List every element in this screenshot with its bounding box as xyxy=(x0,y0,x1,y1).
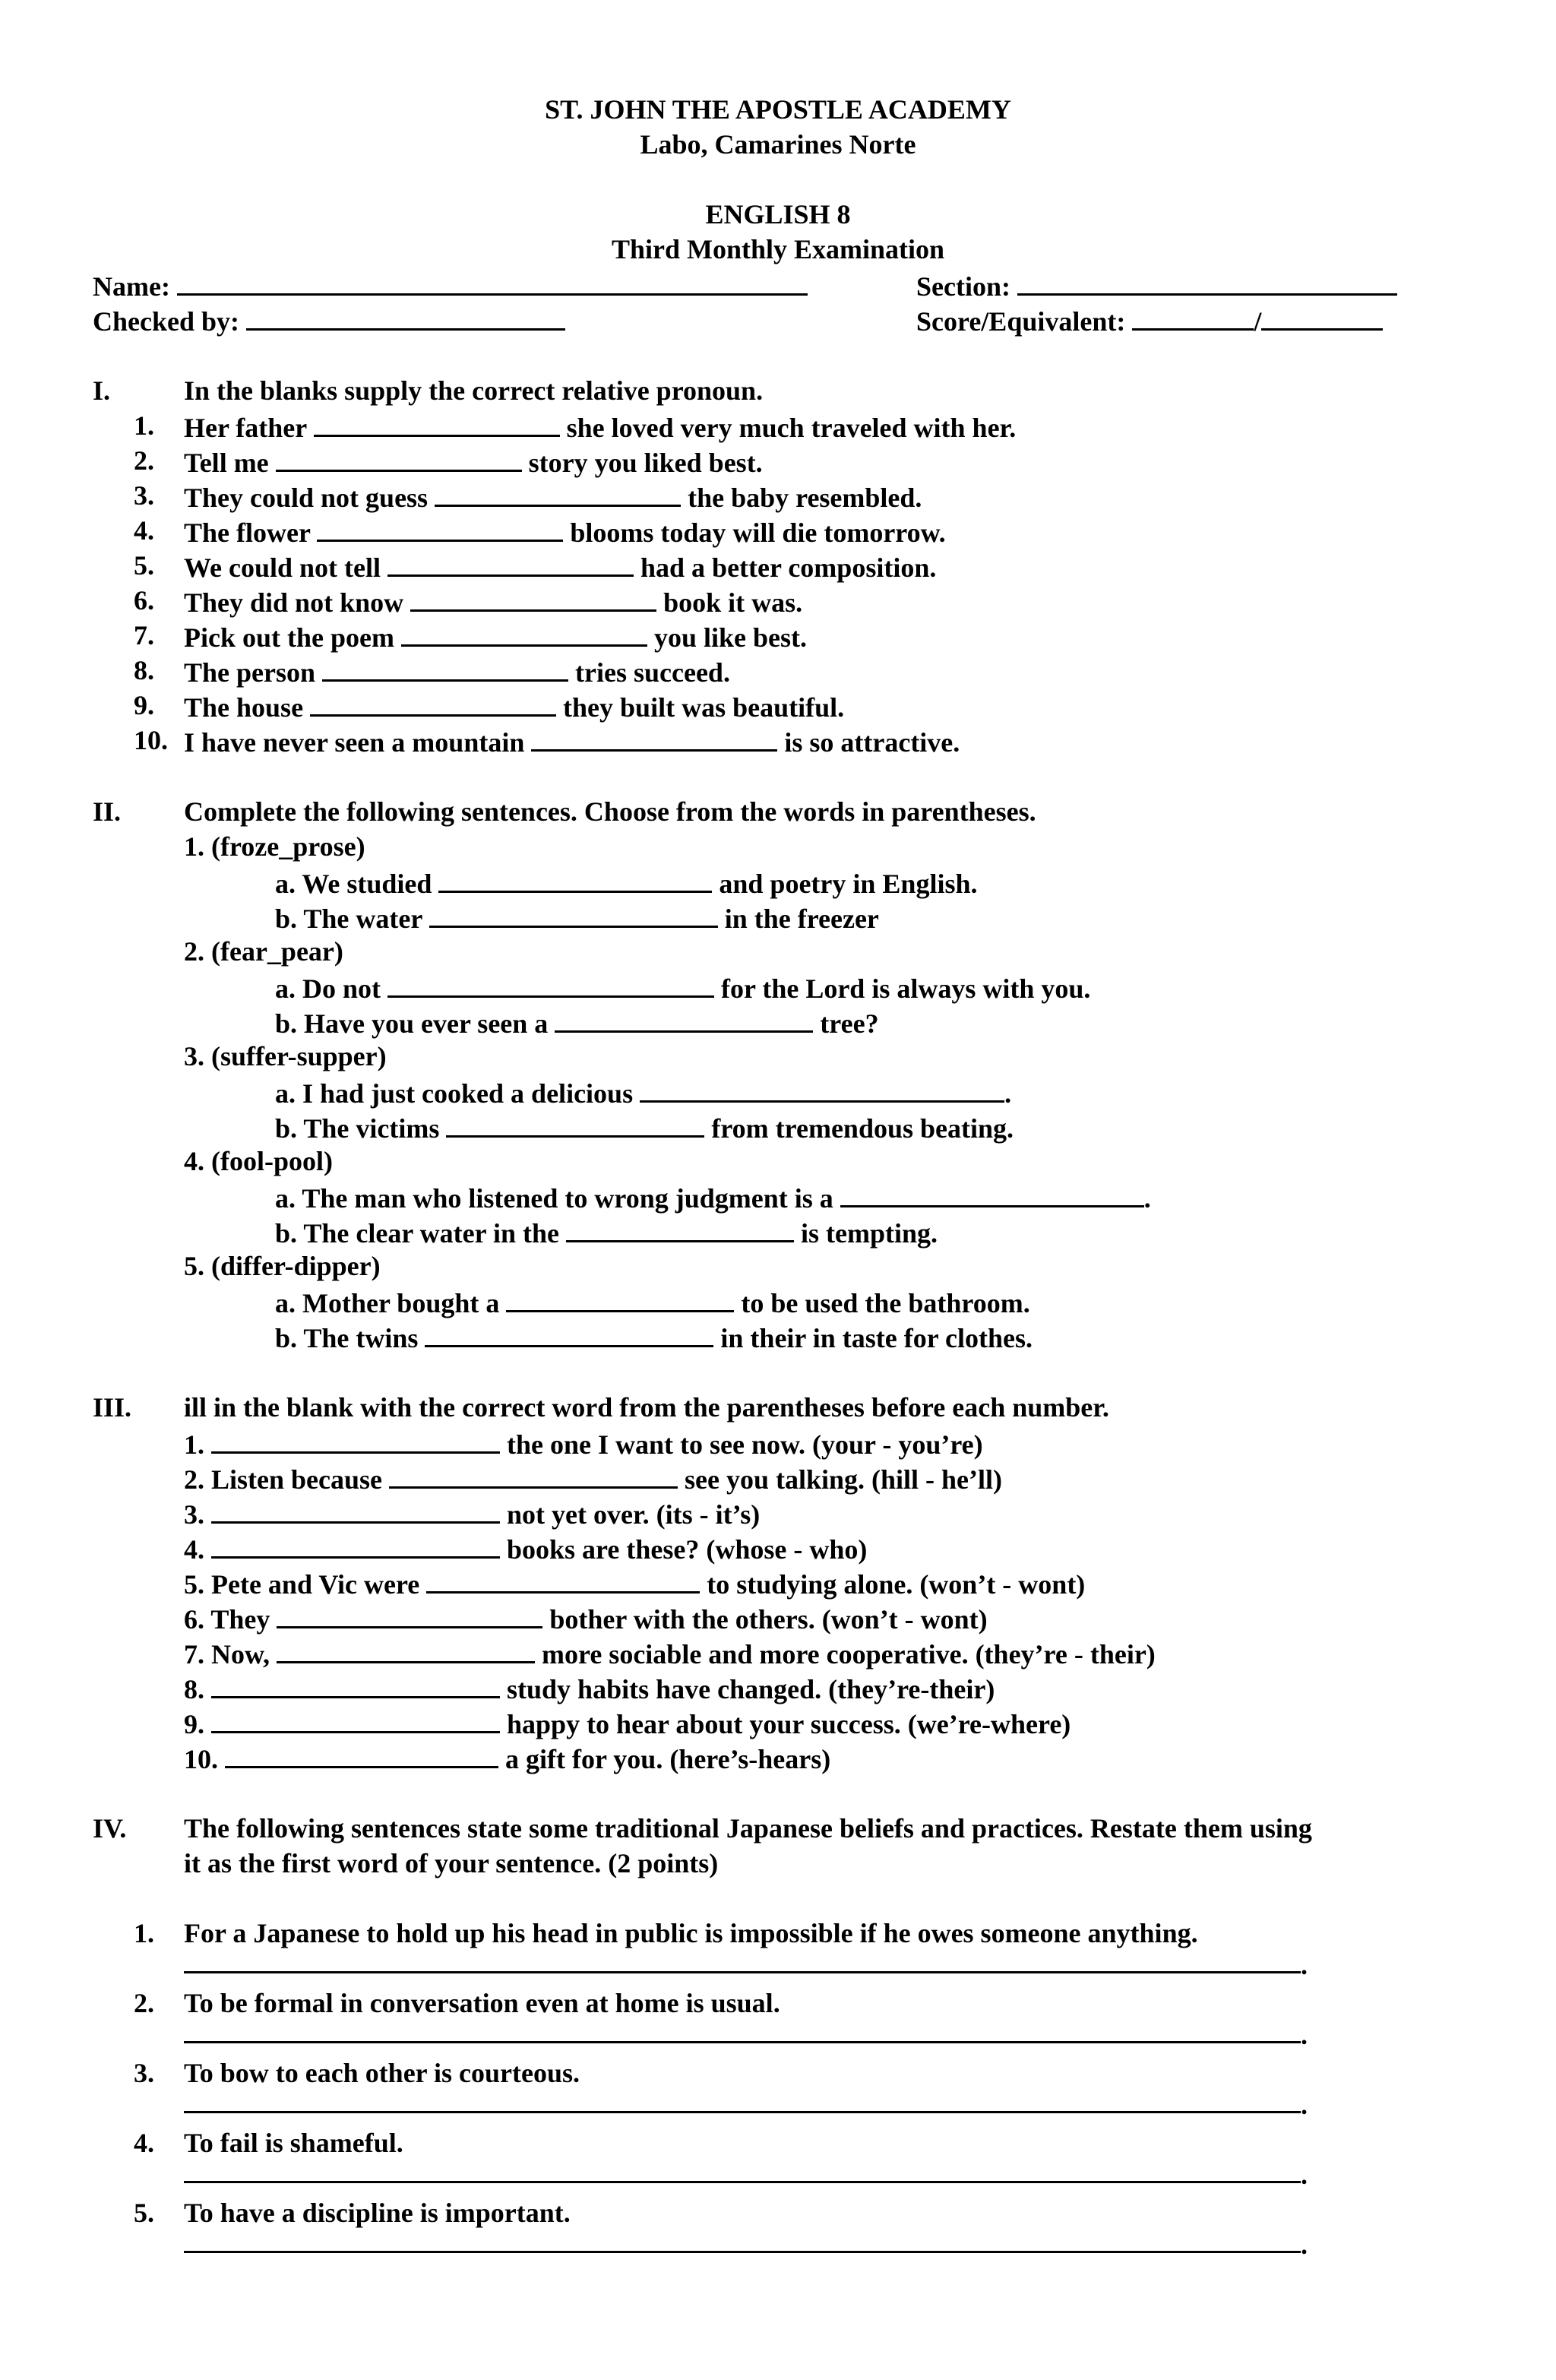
item-text-after: story you liked best. xyxy=(528,448,763,478)
part3-item xyxy=(184,1708,1071,1738)
answer-blank[interactable] xyxy=(387,552,634,577)
item-text-after: happy to hear about your success. (we’re-where) xyxy=(507,1709,1071,1739)
item-text-before: b. Have you ever seen a xyxy=(275,1008,549,1039)
part4-number: 1. xyxy=(134,1918,154,1948)
answer-line[interactable] xyxy=(184,2111,1301,2113)
part3-item xyxy=(184,1743,830,1773)
part1-item xyxy=(184,657,730,686)
part2-group-heading: 1. (froze_prose) xyxy=(184,831,365,862)
section-blank[interactable] xyxy=(1017,271,1397,296)
score-separator: / xyxy=(1254,306,1262,337)
answer-blank[interactable] xyxy=(531,726,777,752)
answer-blank[interactable] xyxy=(389,1464,678,1489)
part4-instruction: The following sentences state some traditional Japanese beliefs and practices. Restate them using xyxy=(184,1813,1312,1844)
answer-blank[interactable] xyxy=(555,1008,813,1033)
answer-line-end: . xyxy=(1301,2160,1308,2190)
item-text-before: They could not guess xyxy=(184,483,429,513)
answer-line[interactable] xyxy=(184,2181,1301,2183)
answer-blank[interactable] xyxy=(425,1322,713,1347)
part3-item xyxy=(184,1429,983,1458)
part2-group-heading: 3. (suffer-supper) xyxy=(184,1041,387,1071)
answer-blank[interactable] xyxy=(276,447,522,472)
part3-item xyxy=(184,1673,995,1703)
item-text-after: tree? xyxy=(820,1008,879,1039)
item-text-before: b. The twins xyxy=(275,1323,419,1353)
part4-item-text: For a Japanese to hold up his head in public is impossible if he owes someone anything. xyxy=(184,1918,1198,1948)
part1-item xyxy=(184,622,807,651)
school-name: ST. JOHN THE APOSTLE ACADEMY xyxy=(545,94,1011,125)
answer-blank[interactable] xyxy=(506,1287,734,1312)
part1-number: 8. xyxy=(134,655,154,685)
part1-number: 10. xyxy=(134,725,168,755)
item-text-before: 1. xyxy=(184,1429,204,1460)
item-text-after: from tremendous beating. xyxy=(711,1113,1014,1144)
part1-number: 7. xyxy=(134,620,154,650)
part1-item xyxy=(184,517,946,546)
item-text-before: Pick out the poem xyxy=(184,622,394,653)
part2-item xyxy=(275,1078,1011,1107)
part3-item xyxy=(184,1533,867,1563)
part1-number: 4. xyxy=(134,515,154,546)
answer-blank[interactable] xyxy=(317,517,563,542)
answer-blank[interactable] xyxy=(435,482,681,507)
item-text-before: 2. Listen because xyxy=(184,1464,382,1495)
part4-number: 5. xyxy=(134,2198,154,2228)
name-blank[interactable] xyxy=(177,271,808,296)
item-text-after: had a better composition. xyxy=(640,552,937,583)
answer-blank[interactable] xyxy=(387,973,714,998)
item-text-before: We could not tell xyxy=(184,552,381,583)
part2-item xyxy=(275,1322,1033,1352)
part1-item xyxy=(184,587,802,616)
item-text-after: more sociable and more cooperative. (they’re - their) xyxy=(542,1639,1156,1669)
item-text-after: is so attractive. xyxy=(784,727,960,758)
answer-blank[interactable] xyxy=(401,622,647,647)
item-text-after: in their in taste for clothes. xyxy=(720,1323,1033,1353)
item-text-before: a. Mother bought a xyxy=(275,1288,500,1318)
answer-line-end: . xyxy=(1301,2090,1308,2120)
item-text-after: tries succeed. xyxy=(575,657,730,688)
item-text-after: in the freezer xyxy=(724,904,879,934)
item-text-before: b. The clear water in the xyxy=(275,1218,559,1249)
item-text-after: to be used the bathroom. xyxy=(741,1288,1030,1318)
item-text-before: 5. Pete and Vic were xyxy=(184,1569,420,1600)
part1-number: 6. xyxy=(134,585,154,616)
item-text-after: book it was. xyxy=(663,587,803,618)
score-label: Score/Equivalent: xyxy=(916,306,1126,337)
part2-item xyxy=(275,1112,1014,1142)
checked-by-blank[interactable] xyxy=(246,305,565,331)
part2-group-heading: 4. (fool-pool) xyxy=(184,1146,333,1176)
answer-blank[interactable] xyxy=(277,1603,542,1628)
item-text-before: I have never seen a mountain xyxy=(184,727,525,758)
part2-item xyxy=(275,973,1090,1002)
part4-item-text: To be formal in conversation even at home is usual. xyxy=(184,1988,780,2018)
part2-item xyxy=(275,1287,1030,1317)
part3-numeral: III. xyxy=(93,1392,132,1423)
answer-line-end: . xyxy=(1301,1950,1308,1980)
answer-line[interactable] xyxy=(184,2041,1301,2043)
item-text-before: a. The man who listened to wrong judgment is a xyxy=(275,1183,833,1214)
answer-blank[interactable] xyxy=(225,1743,498,1768)
checked-by-field xyxy=(93,305,565,335)
item-text-before: Tell me xyxy=(184,448,269,478)
part1-number: 1. xyxy=(134,410,154,441)
part3-item xyxy=(184,1568,1085,1598)
part2-item xyxy=(275,1217,938,1247)
item-text-before: b. The water xyxy=(275,904,422,934)
item-text-after: the baby resembled. xyxy=(688,483,922,513)
answer-blank[interactable] xyxy=(322,657,568,682)
part4-instruction-cont: it as the first word of your sentence. (2 points) xyxy=(184,1848,719,1878)
item-text-after: she loved very much traveled with her. xyxy=(566,413,1017,443)
answer-blank[interactable] xyxy=(438,868,712,893)
subject-title: ENGLISH 8 xyxy=(705,199,851,229)
item-text-before: The person xyxy=(184,657,316,688)
part1-number: 3. xyxy=(134,480,154,511)
answer-blank[interactable] xyxy=(310,692,556,717)
item-text-after: you like best. xyxy=(653,622,808,653)
answer-blank[interactable] xyxy=(446,1112,704,1138)
item-text-after: . xyxy=(1143,1183,1151,1214)
answer-blank[interactable] xyxy=(426,1568,700,1594)
part2-group-heading: 2. (fear_pear) xyxy=(184,936,343,967)
answer-blank[interactable] xyxy=(211,1533,500,1559)
item-text-after: is tempting. xyxy=(800,1218,938,1249)
answer-blank[interactable] xyxy=(410,587,656,612)
part2-instruction: Complete the following sentences. Choose from the words in parentheses. xyxy=(184,796,1036,827)
item-text-before: 3. xyxy=(184,1499,204,1530)
part1-item xyxy=(184,482,922,511)
item-text-after: a gift for you. (here’s-hears) xyxy=(505,1744,831,1774)
part3-item xyxy=(184,1464,1002,1493)
name-field xyxy=(93,271,808,300)
item-text-before: 4. xyxy=(184,1534,204,1565)
item-text-after: for the Lord is always with you. xyxy=(721,973,1091,1004)
part1-number: 9. xyxy=(134,690,154,720)
checked-by-label: Checked by: xyxy=(93,306,240,337)
item-text-before: Her father xyxy=(184,413,307,443)
item-text-after: not yet over. (its - it’s) xyxy=(507,1499,761,1530)
name-label: Name: xyxy=(93,271,170,302)
answer-blank[interactable] xyxy=(211,1708,500,1733)
part2-item xyxy=(275,868,978,897)
score-blank[interactable] xyxy=(1132,305,1254,331)
item-text-after: to studying alone. (won’t - wont) xyxy=(707,1569,1086,1600)
part1-item xyxy=(184,412,1016,442)
item-text-before: 10. xyxy=(184,1744,218,1774)
part1-number: 5. xyxy=(134,550,154,581)
part1-item xyxy=(184,692,844,721)
part1-item xyxy=(184,726,960,756)
part3-item xyxy=(184,1499,760,1528)
answer-blank[interactable] xyxy=(277,1638,535,1663)
part4-number: 2. xyxy=(134,1988,154,2018)
item-text-before: The flower xyxy=(184,517,311,548)
section-field xyxy=(916,271,1397,300)
part4-item-text: To fail is shameful. xyxy=(184,2128,403,2158)
item-text-before: 7. Now, xyxy=(184,1639,270,1669)
part4-item-text: To bow to each other is courteous. xyxy=(184,2058,580,2088)
answer-blank[interactable] xyxy=(211,1673,500,1698)
part1-number: 2. xyxy=(134,445,154,476)
answer-blank[interactable] xyxy=(211,1499,500,1524)
answer-line[interactable] xyxy=(184,2251,1301,2253)
item-text-after: and poetry in English. xyxy=(719,869,978,899)
part2-item xyxy=(275,1008,879,1037)
item-text-before: a. Do not xyxy=(275,973,381,1004)
item-text-before: 6. They xyxy=(184,1604,270,1635)
item-text-before: The house xyxy=(184,692,304,723)
section-label: Section: xyxy=(916,271,1010,302)
item-text-after: blooms today will die tomorrow. xyxy=(570,517,946,548)
part1-item xyxy=(184,552,936,581)
part2-group-heading: 5. (differ-dipper) xyxy=(184,1251,381,1281)
answer-line[interactable] xyxy=(184,1971,1301,1973)
part2-item xyxy=(275,1182,1151,1212)
exam-title: Third Monthly Examination xyxy=(611,234,945,264)
item-text-after: study habits have changed. (they’re-their) xyxy=(507,1674,995,1704)
score-field xyxy=(916,305,1383,335)
part4-number: 4. xyxy=(134,2128,154,2158)
part1-item xyxy=(184,447,763,476)
item-text-before: a. I had just cooked a delicious xyxy=(275,1078,634,1109)
part4-item-text: To have a discipline is important. xyxy=(184,2198,571,2228)
item-text-after: bother with the others. (won’t - wont) xyxy=(549,1604,988,1635)
part4-number: 3. xyxy=(134,2058,154,2088)
answer-blank[interactable] xyxy=(640,1078,1004,1103)
item-text-before: 9. xyxy=(184,1709,204,1739)
item-text-after: . xyxy=(1004,1078,1012,1109)
item-text-before: They did not know xyxy=(184,587,404,618)
part3-instruction: ill in the blank with the correct word from the parentheses before each number. xyxy=(184,1392,1109,1423)
answer-blank[interactable] xyxy=(840,1182,1144,1207)
part2-item xyxy=(275,903,879,932)
answer-line-end: . xyxy=(1301,2230,1308,2260)
school-location: Labo, Camarines Norte xyxy=(640,129,916,160)
answer-blank[interactable] xyxy=(429,903,718,928)
item-text-after: see you talking. (hill - he’ll) xyxy=(685,1464,1003,1495)
equivalent-blank[interactable] xyxy=(1261,305,1383,331)
item-text-after: they built was beautiful. xyxy=(563,692,845,723)
item-text-before: a. We studied xyxy=(275,869,432,899)
answer-blank[interactable] xyxy=(211,1429,500,1454)
part1-instruction: In the blanks supply the correct relative pronoun. xyxy=(184,375,764,406)
part1-numeral: I. xyxy=(93,375,111,406)
part3-item xyxy=(184,1638,1156,1668)
item-text-after: the one I want to see now. (your - you’re) xyxy=(507,1429,983,1460)
answer-blank[interactable] xyxy=(566,1217,794,1242)
part2-numeral: II. xyxy=(93,796,122,827)
part4-numeral: IV. xyxy=(93,1813,127,1844)
item-text-before: 8. xyxy=(184,1674,204,1704)
item-text-after: books are these? (whose - who) xyxy=(507,1534,868,1565)
item-text-before: b. The victims xyxy=(275,1113,440,1144)
answer-line-end: . xyxy=(1301,2020,1308,2050)
answer-blank[interactable] xyxy=(314,412,560,437)
part3-item xyxy=(184,1603,988,1633)
